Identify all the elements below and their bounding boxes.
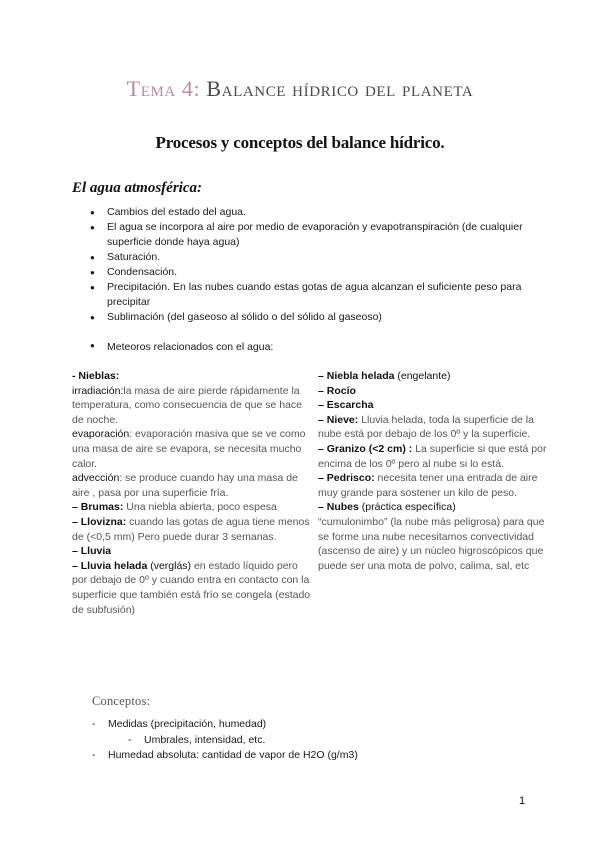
nieve-entry bbox=[318, 413, 548, 442]
list-item: ● Condensación. bbox=[90, 265, 530, 280]
lluvia-helada-text: en estado líquido pero por debajo de 0º y cuando entra en contacto con la superficie que también está frío se congela (estado de subfusión) bbox=[72, 559, 311, 616]
pedrisco-entry bbox=[318, 471, 548, 500]
meteoros-bullet: ● Meteoros relacionados con el agua: bbox=[90, 341, 273, 353]
sub-list-item: - Umbrales, intensidad, etc. bbox=[92, 733, 358, 749]
evaporacion-entry bbox=[72, 427, 312, 471]
evaporacion-label: evaporación bbox=[72, 428, 130, 441]
evaporacion-text: : evaporación masiva que se ve como una masa de aire se evapora, se necesita mucho calor. bbox=[72, 428, 306, 470]
right-column bbox=[318, 369, 548, 573]
lluvia-label: – Lluvia bbox=[72, 545, 112, 558]
list-item: ● Saturación. bbox=[90, 250, 530, 265]
llovizna-text: cuando las gotas de agua tiene menos de (<0,5 mm) Pero puede durar 3 semanas. bbox=[72, 515, 310, 543]
pedrisco-text: necesita tener una entrada de aire muy grande para sostener un kilo de peso. bbox=[318, 472, 538, 499]
lluvia-helada-paren: (verglás) bbox=[147, 559, 192, 572]
escarcha-label: – Escarcha bbox=[318, 399, 374, 412]
left-column bbox=[72, 369, 312, 617]
conceptos-list bbox=[92, 717, 358, 764]
niebla-helada-entry bbox=[318, 369, 548, 384]
bullet-list bbox=[90, 205, 530, 325]
nieve-text: Lluvia helada, toda la superficie de la nube está por debajo de los 0º y la superficie. bbox=[318, 413, 534, 441]
page-title bbox=[0, 76, 600, 102]
nubes-entry bbox=[318, 500, 548, 515]
page-subtitle: Procesos y conceptos del balance hídrico. bbox=[155, 133, 445, 152]
granizo-text: La superficie si que está por encima de los 0º pero al nube si lo está. bbox=[318, 442, 547, 470]
nieve-label: – Nieve: bbox=[318, 413, 359, 426]
pedrisco-label: – Pedrisco: bbox=[318, 472, 375, 485]
adveccion-label: advección bbox=[72, 472, 120, 485]
nubes-text: “cumulonimbo” (la nube más peligrosa) para que se forme una nube necesitamos convectividad (ascenso de aire) y un núcleo higroscópicos que puede ser una mota de polvo, calima, sal, etc bbox=[318, 515, 545, 572]
page-number: 1 bbox=[519, 795, 526, 807]
adveccion-text: : se produce cuando hay una masa de aire , pasa por una superficie fría. bbox=[72, 472, 298, 499]
rocio-label: – Rocío bbox=[318, 384, 356, 397]
lluvia-helada-label: – Lluvia helada bbox=[72, 559, 148, 572]
irradiacion-text: la masa de aire pierde rápidamente la temperatura, como consecuencia de que se hace de noche. bbox=[72, 384, 302, 426]
brumas-text: Una niebla abierta, poco espesa bbox=[123, 501, 277, 514]
granizo-entry bbox=[318, 442, 548, 471]
adveccion-entry bbox=[72, 471, 312, 500]
topic-number: Tema 4: bbox=[126, 76, 201, 101]
section-heading: El agua atmosférica: bbox=[72, 180, 202, 196]
nubes-paren: (práctica específica) bbox=[358, 501, 456, 514]
nieblas-label: - Nieblas: bbox=[72, 370, 120, 382]
list-item: - Medidas (precipitación, humedad) bbox=[92, 717, 358, 733]
list-item: ● El agua se incorpora al aire por medio de evaporación y evapotranspiración (de cualquier superficie donde haya agua) bbox=[90, 220, 530, 250]
conceptos-heading: Conceptos: bbox=[92, 694, 151, 708]
irradiacion-label: irradiación: bbox=[72, 384, 124, 397]
list-item: ● Sublimación (del gaseoso al sólido o del sólido al gaseoso) bbox=[90, 310, 530, 325]
list-item: - Humedad absoluta: cantidad de vapor de H2O (g/m3) bbox=[92, 748, 358, 764]
brumas-label: – Brumas: bbox=[72, 501, 124, 514]
niebla-helada-text: (engelante) bbox=[394, 370, 451, 382]
niebla-helada-label: – Niebla helada bbox=[318, 370, 395, 382]
list-item: ● Precipitación. En las nubes cuando estas gotas de agua alcanzan el suficiente peso para precipitar bbox=[90, 280, 530, 310]
granizo-label: – Granizo (<2 cm) : bbox=[318, 442, 413, 455]
lluvia-helada-entry bbox=[72, 559, 312, 617]
list-item: ● Cambios del estado del agua. bbox=[90, 205, 530, 220]
topic-title: Balance hídrico del planeta bbox=[206, 76, 474, 101]
brumas-entry bbox=[72, 500, 312, 515]
nubes-label: – Nubes bbox=[318, 501, 359, 514]
irradiacion-entry bbox=[72, 384, 312, 428]
llovizna-entry bbox=[72, 515, 312, 544]
llovizna-label: – Llovizna: bbox=[72, 515, 127, 528]
